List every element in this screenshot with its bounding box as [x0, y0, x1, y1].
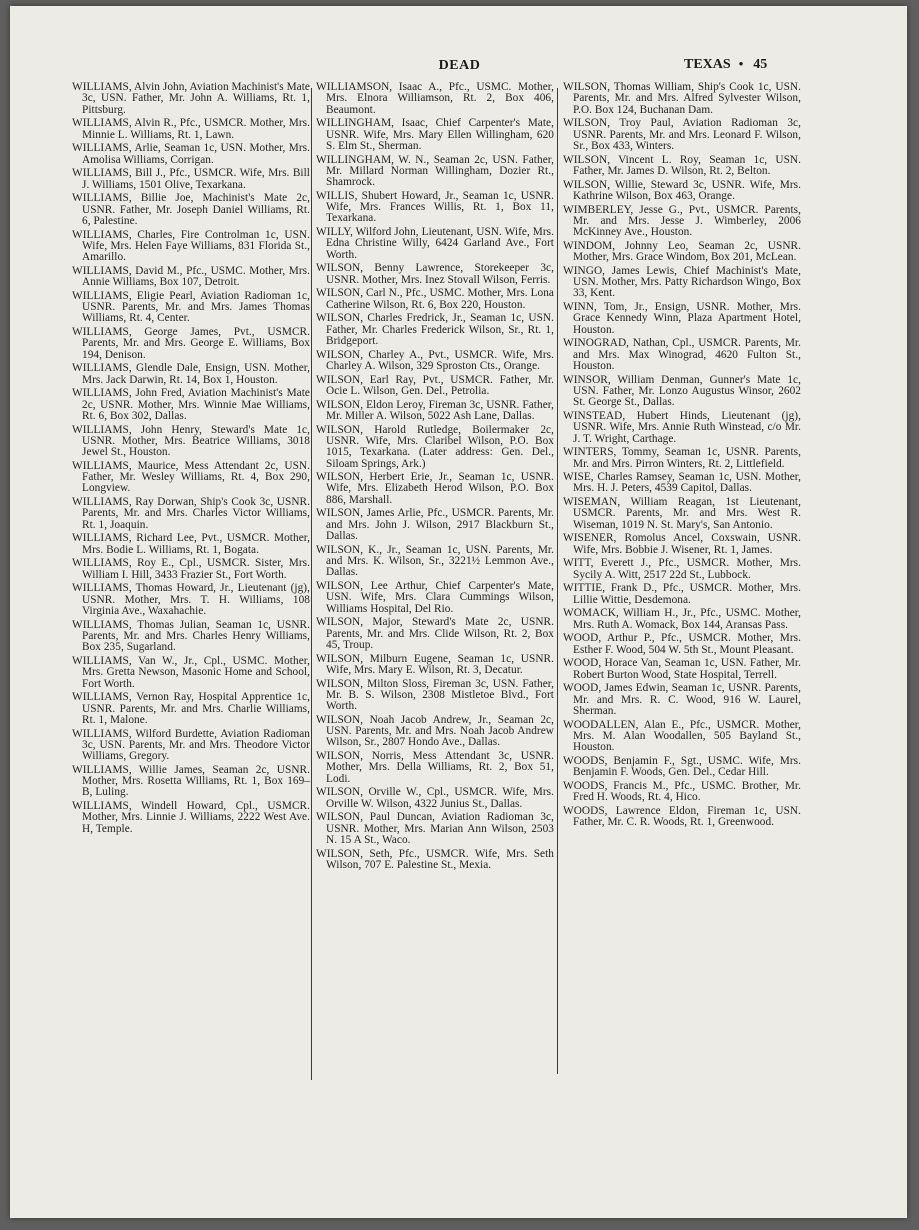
casualty-entry: WILLIAMS, Ray Dorwan, Ship's Cook 3c, USNR. Parents, Mr. and Mrs. Charles Victor Williams, Rt. 1, Joaquin.	[72, 496, 310, 531]
casualty-entry: WOMACK, William H., Jr., Pfc., USMC. Mother, Mrs. Ruth A. Womack, Box 144, Aransas Pass.	[563, 607, 801, 631]
casualty-entry: WILLIAMS, Windell Howard, Cpl., USMCR. Mother, Mrs. Linnie J. Williams, 2222 West Ave. H, Temple.	[72, 800, 310, 835]
casualty-entry: WILLIAMS, Alvin R., Pfc., USMCR. Mother, Mrs. Minnie L. Williams, Rt. 1, Lawn.	[72, 117, 310, 141]
casualty-entry: WILLIAMS, Thomas Julian, Seaman 1c, USNR. Parents, Mr. and Mrs. Charles Henry Williams, Box 235, Sugarland.	[72, 618, 310, 654]
casualty-entry: WISEMAN, William Reagan, 1st Lieutenant, USMCR. Parents, Mr. and Mrs. West R. Wiseman, 1019 N. St. Mary's, San Antonio.	[563, 496, 801, 531]
casualty-entry: WINDOM, Johnny Leo, Seaman 2c, USNR. Mother, Mrs. Grace Windom, Box 201, McLean.	[563, 239, 801, 264]
casualty-entry: WILSON, Seth, Pfc., USMCR. Wife, Mrs. Seth Wilson, 707 E. Palestine St., Mexia.	[316, 847, 554, 871]
casualty-entry: WINGO, James Lewis, Chief Machinist's Mate, USN. Mother, Mrs. Patty Richardson Wingo, Box 33, Kent.	[563, 264, 801, 300]
casualty-entry: WINN, Tom, Jr., Ensign, USNR. Mother, Mrs. Grace Kennedy Winn, Plaza Apartment Hotel, Houston.	[563, 301, 801, 336]
casualty-entry: WOODS, Benjamin F., Sgt., USMC. Wife, Mrs. Benjamin F. Woods, Gen. Del., Cedar Hill.	[563, 754, 801, 779]
casualty-entry: WILLIAMS, John Henry, Steward's Mate 1c, USNR. Mother, Mrs. Beatrice Williams, 3018 Jewel St., Houston.	[72, 423, 310, 459]
casualty-entry: WOODS, Francis M., Pfc., USMC. Brother, Mr. Fred H. Woods, Rt. 4, Hico.	[563, 779, 801, 804]
casualty-entry: WINOGRAD, Nathan, Cpl., USMCR. Parents, Mr. and Mrs. Max Winograd, 4620 Fulton St., Houston.	[563, 337, 801, 372]
casualty-entry: WILLINGHAM, W. N., Seaman 2c, USN. Father, Mr. Millard Norman Willingham, Dozier Rt., Shamrock.	[316, 153, 554, 189]
casualty-entry: WILSON, Norris, Mess Attendant 3c, USNR. Mother, Mrs. Della Williams, Rt. 2, Box 51, Lodi.	[316, 750, 554, 785]
casualty-entry: WOOD, James Edwin, Seaman 1c, USNR. Parents, Mr. and Mrs. R. C. Wood, 916 W. Laurel, Sherman.	[563, 682, 801, 717]
casualty-entry: WITT, Everett J., Pfc., USMCR. Mother, Mrs. Sycily A. Witt, 2517 22d St., Lubbock.	[563, 557, 801, 581]
casualty-entry: WILLIAMS, Roy E., Cpl., USMCR. Sister, Mrs. William I. Hill, 3433 Frazier St., Fort Worth.	[72, 557, 310, 581]
casualty-entry: WILLIAMS, John Fred, Aviation Machinist's Mate 2c, USNR. Mother, Mrs. Winnie Mae Williams, Rt. 6, Box 302, Dallas.	[72, 387, 310, 422]
casualty-entry: WILLIAMS, Arlie, Seaman 1c, USN. Mother, Mrs. Amolisa Williams, Corrigan.	[72, 142, 310, 166]
column-2	[316, 82, 554, 874]
casualty-entry: WOOD, Arthur P., Pfc., USMCR. Mother, Mrs. Esther F. Wood, 504 W. 5th St., Mount Pleasant.	[563, 632, 801, 656]
state-name: TEXAS	[684, 57, 731, 72]
casualty-entry: WILLIAMS, Bill J., Pfc., USMCR. Wife, Mrs. Bill J. Williams, 1501 Olive, Texarkana.	[72, 167, 310, 191]
column-divider-1	[311, 88, 312, 1080]
casualty-entry: WILLIAMS, Glendle Dale, Ensign, USN. Mother, Mrs. Jack Darwin, Rt. 14, Box 1, Houston.	[72, 362, 310, 386]
casualty-entry: WILSON, Vincent L. Roy, Seaman 1c, USN. Father, Mr. James D. Wilson, Rt. 2, Belton.	[563, 153, 801, 177]
casualty-entry: WILSON, Carl N., Pfc., USMC. Mother, Mrs. Lona Catherine Wilson, Rt. 6, Box 220, Houston.	[316, 287, 554, 311]
casualty-entry: WILLIAMS, Willie James, Seaman 2c, USNR. Mother, Mrs. Rosetta Williams, Rt. 1, Box 169–B, Luling.	[72, 763, 310, 799]
casualty-entry: WOOD, Horace Van, Seaman 1c, USN. Father, Mr. Robert Burton Wood, State Hospital, Terrell.	[563, 657, 801, 681]
casualty-entry: WISE, Charles Ramsey, Seaman 1c, USN. Mother, Mrs. H. J. Peters, 4539 Capitol, Dallas.	[563, 471, 801, 495]
casualty-entry: WILSON, Orville W., Cpl., USMCR. Wife, Mrs. Orville W. Wilson, 4322 Junius St., Dallas.	[316, 786, 554, 810]
casualty-entry: WILLIAMS, Billie Joe, Machinist's Mate 2c, USNR. Father, Mr. Joseph Daniel Williams, Rt. 6, Palestine.	[72, 192, 310, 227]
casualty-entry: WILLIAMS, Richard Lee, Pvt., USMCR. Mother, Mrs. Bodie L. Williams, Rt. 1, Bogata.	[72, 532, 310, 556]
casualty-entry: WILSON, Willie, Steward 3c, USNR. Wife, Mrs. Kathrine Wilson, Box 463, Orange.	[563, 178, 801, 202]
casualty-entry: WILSON, Charley A., Pvt., USMCR. Wife, Mrs. Charley A. Wilson, 329 Sproston Cts., Orange.	[316, 348, 554, 372]
casualty-entry: WILLIAMS, Maurice, Mess Attendant 2c, USN. Father, Mr. Wesley Williams, Rt. 4, Box 290, Longview.	[72, 459, 310, 495]
casualty-entry: WILSON, Earl Ray, Pvt., USMCR. Father, Mr. Ocie L. Wilson, Gen. Del., Petrolia.	[316, 373, 554, 397]
casualty-entry: WINSOR, William Denman, Gunner's Mate 1c, USN. Father, Mr. Lonzo Augustus Winsor, 2602 St. George St., Dallas.	[563, 373, 801, 409]
bullet-separator: •	[738, 56, 744, 71]
casualty-entry: WILSON, Paul Duncan, Aviation Radioman 3c, USNR. Mother, Mrs. Marian Ann Wilson, 2503 N. 15 A St., Waco.	[316, 811, 554, 846]
casualty-entry: WILLIAMS, Charles, Fire Controlman 1c, USN. Wife, Mrs. Helen Faye Williams, 831 Florida St., Amarillo.	[72, 228, 310, 264]
casualty-entry: WOODALLEN, Alan E., Pfc., USMCR. Mother, Mrs. M. Alan Woodallen, 505 Bayland St., Houston.	[563, 718, 801, 754]
column-divider-2	[557, 88, 558, 1074]
casualty-entry: WIMBERLEY, Jesse G., Pvt., USMCR. Parents, Mr. and Mrs. Jesse J. Wimberley, 2006 McKinney Ave., Houston.	[563, 203, 801, 239]
casualty-entry: WILSON, Thomas William, Ship's Cook 1c, USN. Parents, Mr. and Mrs. Alfred Sylvester Wilson, P.O. Box 124, Buchanan Dam.	[563, 81, 801, 116]
casualty-entry: WILSON, Lee Arthur, Chief Carpenter's Mate, USN. Wife, Mrs. Clara Cummings Wilson, Williams Hospital, Del Rio.	[316, 580, 554, 615]
casualty-entry: WINSTEAD, Hubert Hinds, Lieutenant (jg), USNR. Wife, Mrs. Annie Ruth Winstead, c/o Mr. J. T. Wright, Carthage.	[563, 409, 801, 445]
casualty-entry: WILSON, Troy Paul, Aviation Radioman 3c, USNR. Parents, Mr. and Mrs. Leonard F. Wilson, Sr., Box 433, Winters.	[563, 117, 801, 152]
casualty-entry: WILLIAMS, Vernon Ray, Hospital Apprentice 1c, USNR. Parents, Mr. and Mrs. Charlie Williams, Rt. 1, Malone.	[72, 691, 310, 726]
casualty-entry: WILLIAMS, Van W., Jr., Cpl., USMC. Mother, Mrs. Gretta Newson, Masonic Home and School, Fort Worth.	[72, 654, 310, 690]
casualty-entry: WILSON, K., Jr., Seaman 1c, USN. Parents, Mr. and Mrs. K. Wilson, Sr., 3221½ Lemmon Ave., Dallas.	[316, 543, 554, 579]
casualty-entry: WILSON, Benny Lawrence, Storekeeper 3c, USNR. Mother, Mrs. Inez Stovall Wilson, Ferris.	[316, 262, 554, 286]
casualty-entry: WILLY, Wilford John, Lieutenant, USN. Wife, Mrs. Edna Christine Willy, 6424 Garland Ave., Fort Worth.	[316, 226, 554, 261]
casualty-entry: WILSON, Charles Fredrick, Jr., Seaman 1c, USN. Father, Mr. Charles Frederick Wilson, Sr., Rt. 1, Bridgeport.	[316, 312, 554, 347]
casualty-entry: WILLIAMS, Wilford Burdette, Aviation Radioman 3c, USN. Parents, Mr. and Mrs. Theodore Victor Williams, Gregory.	[72, 727, 310, 763]
page-title: DEAD	[438, 58, 481, 73]
casualty-entry: WILSON, Major, Steward's Mate 2c, USNR. Parents, Mr. and Mrs. Clide Wilson, Rt. 2, Box 45, Troup.	[316, 616, 554, 651]
page-header-right	[684, 56, 767, 73]
casualty-entry: WILLIAMS, Thomas Howard, Jr., Lieutenant (jg), USNR. Mother, Mrs. T. H. Williams, 108 Virginia Ave., Waxahachie.	[72, 582, 310, 618]
casualty-entry: WOODS, Lawrence Eldon, Fireman 1c, USN. Father, Mr. C. R. Woods, Rt. 1, Greenwood.	[563, 804, 801, 829]
casualty-entry: WILLINGHAM, Isaac, Chief Carpenter's Mate, USNR. Wife, Mrs. Mary Ellen Willingham, 620 S. Elm St., Sherman.	[316, 117, 554, 152]
casualty-entry: WILLIAMS, David M., Pfc., USMC. Mother, Mrs. Annie Williams, Box 107, Detroit.	[72, 264, 310, 289]
casualty-entry: WILSON, James Arlie, Pfc., USMCR. Parents, Mr. and Mrs. John J. Wilson, 2917 Blackburn St., Dallas.	[316, 507, 554, 543]
casualty-entry: WILSON, Milton Sloss, Fireman 3c, USN. Father, Mr. B. S. Wilson, 2308 Mistletoe Blvd., Fort Worth.	[316, 677, 554, 713]
page-number: 45	[753, 57, 768, 72]
casualty-entry: WILSON, Herbert Erie, Jr., Seaman 1c, USNR. Wife, Mrs. Elizabeth Herod Wilson, P.O. Box 886, Marshall.	[316, 471, 554, 506]
casualty-entry: WILSON, Noah Jacob Andrew, Jr., Seaman 2c, USN. Parents, Mr. and Mrs. Noah Jacob Andrew Wilson, Sr., 2807 Hondo Ave., Dallas.	[316, 713, 554, 749]
casualty-entry: WILSON, Milburn Eugene, Seaman 1c, USNR. Wife, Mrs. Mary E. Wilson, Rt. 3, Decatur.	[316, 652, 554, 676]
casualty-entry: WILLIAMS, Eligie Pearl, Aviation Radioman 1c, USNR. Parents, Mr. and Mrs. James Thomas Williams, Rt. 4, Center.	[72, 289, 310, 325]
casualty-entry: WILSON, Eldon Leroy, Fireman 3c, USNR. Father, Mr. Miller A. Wilson, 5022 Ash Lane, Dallas.	[316, 398, 554, 422]
casualty-entry: WILLIAMS, George James, Pvt., USMCR. Parents, Mr. and Mrs. George E. Williams, Box 194, Denison.	[72, 326, 310, 361]
column-1	[72, 82, 310, 837]
casualty-entry: WISENER, Romolus Ancel, Coxswain, USNR. Wife, Mrs. Bobbie J. Wisener, Rt. 1, James.	[563, 532, 801, 556]
casualty-entry: WILLIAMSON, Isaac A., Pfc., USMC. Mother, Mrs. Elnora Williamson, Rt. 2, Box 406, Beaumont.	[316, 81, 554, 116]
casualty-entry: WILSON, Harold Rutledge, Boilermaker 2c, USNR. Wife, Mrs. Claribel Wilson, P.O. Box 1015, Texarkana. (Later address: Gen. Del., Siloam Springs, Ark.)	[316, 423, 554, 470]
casualty-entry: WILLIAMS, Alvin John, Aviation Machinist's Mate 3c, USN. Father, Mr. John A. Williams, Rt. 1, Pittsburg.	[72, 81, 310, 116]
casualty-entry: WITTIE, Frank D., Pfc., USMCR. Mother, Mrs. Lillie Wittie, Desdemona.	[563, 582, 801, 606]
column-3	[563, 82, 801, 831]
casualty-entry: WILLIS, Shubert Howard, Jr., Seaman 1c, USNR. Wife, Mrs. Frances Willis, Rt. 1, Box 11, Texarkana.	[316, 189, 554, 225]
casualty-entry: WINTERS, Tommy, Seaman 1c, USNR. Parents, Mr. and Mrs. Pirron Winters, Rt. 2, Littlefield.	[563, 446, 801, 470]
